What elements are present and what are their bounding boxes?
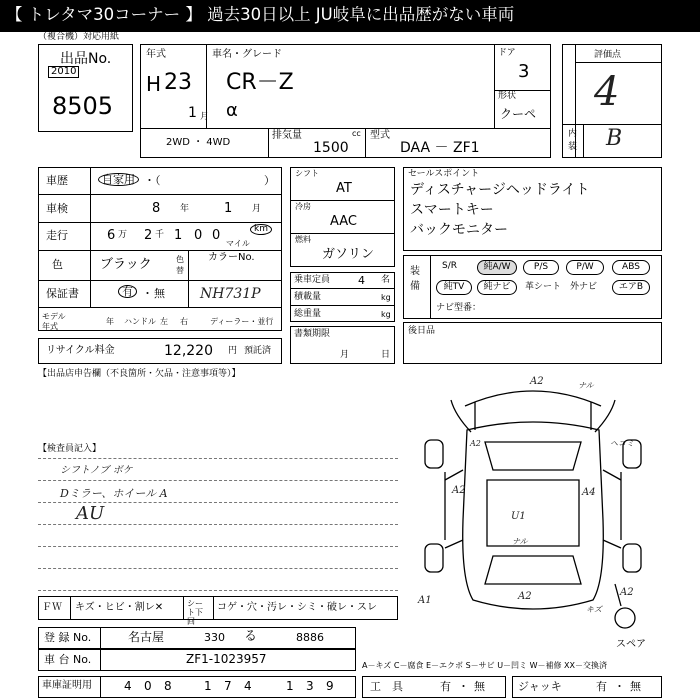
inspector-label: 【検査員記入】 <box>38 444 102 454</box>
top-note: （複合機）対応用紙 <box>38 32 120 42</box>
month-value: 1 <box>188 105 197 121</box>
mileage-u2: 千 <box>155 230 165 240</box>
chassis-label: 車 台 No. <box>44 653 92 666</box>
weight-unit: kg <box>381 310 391 319</box>
door-value: 3 <box>518 61 530 82</box>
navi-model-label: ナビ型番： <box>436 303 482 313</box>
recycle-note: 預託済 <box>244 346 272 356</box>
shift-label: シフト <box>295 169 319 178</box>
certificate-digit-4: 1 <box>204 679 212 693</box>
equip-abs: ABS <box>612 260 650 275</box>
jack-yes: 有 <box>596 680 607 693</box>
equip-leather-seat: 革シート <box>525 282 562 292</box>
model-value: DAA － ZF1 <box>400 140 480 156</box>
diagram-mark-scratch: キズ <box>586 605 602 614</box>
warranty-yes: 有 <box>118 285 137 298</box>
fw-items: キズ・ヒビ・割レ✕ <box>75 602 164 613</box>
equip-airbag: エアB <box>612 280 650 295</box>
inspection-label: 車検 <box>46 202 68 215</box>
mileage-label: 走行 <box>46 229 68 242</box>
mileage-u1: 万 <box>118 230 128 240</box>
color-no-value: NH731P <box>200 286 261 302</box>
inspection-year-unit: 年 <box>180 204 190 214</box>
mileage-unit-km: km <box>250 224 272 235</box>
inspection-month-unit: 月 <box>252 204 262 214</box>
declaration-label: 【出品店申告欄（不良箇所・欠品・注意事項等）】 <box>38 369 241 379</box>
certificate-digit-2: 0 <box>144 679 152 693</box>
cc-unit: cc <box>352 129 361 138</box>
mileage-d5: 0 <box>212 228 221 243</box>
jack-sep: ・ <box>614 680 625 693</box>
recycle-unit: 円 <box>228 346 238 356</box>
damage-legend: A－キズ C－腐食 E－エクボ S－サビ U－凹ミ W－補修 XX－交換済 <box>362 661 608 670</box>
tools-no: 無 <box>474 680 485 693</box>
equip-power-steering: P/S <box>523 260 559 275</box>
registration-class: 330 <box>204 631 225 644</box>
diagram-mark-rear-note: ナル <box>512 537 528 546</box>
certificate-digit-6: 4 <box>244 679 252 693</box>
mileage-unit-mile: マイル <box>226 239 250 248</box>
model-year-label: モデル年式 <box>42 312 66 331</box>
history-label: 車歴 <box>46 174 68 187</box>
capacity-value: 4 <box>358 274 365 287</box>
sales-point-2: スマートキー <box>410 202 494 218</box>
diagram-mark-top-note: ナル <box>578 381 594 390</box>
certificate-digit-5: 7 <box>224 679 232 693</box>
mileage-d4: 0 <box>194 228 203 243</box>
month-unit: 月 <box>200 112 210 122</box>
rating-label: 評価点 <box>594 50 622 60</box>
diagram-mark-u1-roof: U1 <box>511 511 526 522</box>
tools-label: 工 具 <box>370 680 403 693</box>
deadline-month-unit: 月 <box>340 350 350 360</box>
recycle-amount: 12,220 <box>164 343 213 359</box>
handle-left: 左 <box>160 317 168 326</box>
diagram-mark-a1-left: A1 <box>418 595 432 606</box>
certificate-digit-3: 8 <box>164 679 172 693</box>
fw-seat-label: シート下回 <box>187 599 203 626</box>
banner-text: 【 トレタマ30コーナー 】 過去30日以上 JU岐阜に出品歴がない車両 <box>6 5 515 24</box>
diagram-mark-dent: ヘコミ <box>610 439 634 448</box>
door-label: ドア <box>498 48 516 58</box>
equip-ext-navi: 外ナビ <box>570 282 598 292</box>
mileage-d2: 2 <box>144 228 153 243</box>
fuel-label: 燃料 <box>295 235 311 244</box>
name-label: 車名・グレード <box>212 49 282 60</box>
equip-tv: 純TV <box>436 280 472 295</box>
drive-type: 2WD ・ 4WD <box>166 137 231 148</box>
deadline-label: 書類期限 <box>294 329 331 339</box>
ac-value: AAC <box>330 214 357 229</box>
sales-point-3: バックモニター <box>410 222 508 238</box>
chassis-value: ZF1-1023957 <box>186 652 267 666</box>
warranty-sep: ・ <box>142 287 153 300</box>
diagram-mark-a2-extra: A2 <box>470 439 481 448</box>
tools-sep: ・ <box>458 680 469 693</box>
history-value: 自家用 <box>98 173 139 186</box>
sales-point-1: ディスチャージヘッドライト <box>410 182 590 198</box>
certificate-digit-1: 4 <box>124 679 132 693</box>
year-value: 23 <box>164 70 192 95</box>
diagram-mark-a2-rear: A2 <box>518 591 532 602</box>
lot-number: 8505 <box>52 92 114 120</box>
after-sale-box <box>403 322 662 364</box>
registration-city: 名古屋 <box>128 630 165 644</box>
model-year-unit: 年 <box>106 317 114 326</box>
warranty-label: 保証書 <box>46 287 79 300</box>
inspector-note-2: Dミラー、ホイール A <box>60 487 168 500</box>
history-close: ） <box>264 174 275 187</box>
equipment-label: 装備 <box>410 266 420 292</box>
shift-value: AT <box>336 181 352 196</box>
inspection-month: 1 <box>224 201 233 216</box>
fw-seat-items: コゲ・穴・汚レ・シミ・破レ・スレ <box>217 602 377 613</box>
color-change-label: 色替 <box>176 255 184 275</box>
diagram-mark-a2-left: A2 <box>452 485 466 496</box>
mileage-d3: 1 <box>174 228 183 243</box>
ac-label: 冷房 <box>295 202 311 211</box>
equip-sr: S/R <box>442 261 457 271</box>
shape-label: 形状 <box>498 91 517 101</box>
displacement-label: 排気量 <box>272 130 302 141</box>
model-label: 型式 <box>370 130 390 141</box>
handle-right: 右 <box>180 317 188 326</box>
inspector-note-1: シフトノブ ボケ <box>60 465 133 476</box>
car-grade: α <box>226 100 238 121</box>
diagram-mark-a4-right: A4 <box>582 487 596 498</box>
diagram-mark-a2-rear-right: A2 <box>620 587 634 598</box>
lot-year-mark: 2010 <box>48 66 79 78</box>
handle-label: ハンドル <box>124 317 156 326</box>
capacity-unit: 名 <box>381 275 391 285</box>
after-sale-label: 後日品 <box>408 326 436 336</box>
mileage-d1: 6 <box>107 228 116 243</box>
history-dot: ・（ <box>144 174 161 187</box>
load-unit: kg <box>381 293 391 302</box>
certificate-digit-7: 1 <box>286 679 294 693</box>
shape-value: クーペ <box>500 107 537 121</box>
recycle-label: リサイクル料金 <box>46 345 115 356</box>
fuel-value: ガソリン <box>322 247 375 262</box>
registration-kana: る <box>244 629 258 644</box>
equip-navi: 純ナビ <box>477 280 517 295</box>
certificate-digit-9: 9 <box>326 679 334 693</box>
displacement-value: 1500 <box>313 140 349 156</box>
interior-score: B <box>606 126 623 151</box>
inspector-note-3: AU <box>76 503 105 524</box>
warranty-no: 無 <box>154 287 165 300</box>
lot-label: 出品No. <box>60 51 112 67</box>
color-label: 色 <box>52 258 63 271</box>
certificate-label: 車庫証明用 <box>42 680 92 691</box>
equip-alloy-wheel: 純A/W <box>477 260 517 275</box>
registration-number: 8886 <box>296 631 324 644</box>
diagram-mark-a2-top: A2 <box>530 376 544 387</box>
registration-label: 登 録 No. <box>44 631 92 644</box>
deadline-day-unit: 日 <box>381 350 391 360</box>
year-label: 年式 <box>146 49 166 60</box>
certificate-digit-8: 3 <box>306 679 314 693</box>
inspection-year: 8 <box>152 201 161 216</box>
spare-label: スペア <box>616 639 646 650</box>
rating-score: 4 <box>594 69 620 115</box>
tools-yes: 有 <box>440 680 451 693</box>
year-era: H <box>146 72 162 96</box>
weight-label: 総重量 <box>294 309 322 319</box>
jack-no: 無 <box>630 680 641 693</box>
equip-power-window: P/W <box>566 260 604 275</box>
load-label: 積載量 <box>294 292 322 302</box>
jack-label: ジャッキ <box>518 680 562 693</box>
capacity-label: 乗車定員 <box>294 275 331 285</box>
car-name: CR－Z <box>226 70 294 95</box>
color-no-label: カラーNo. <box>208 252 255 263</box>
dealer-label: ディーラー・並行 <box>210 317 274 326</box>
color-value: ブラック <box>100 257 152 272</box>
interior-label: 内装 <box>568 129 578 152</box>
fw-label: ＦＷ <box>42 602 62 613</box>
sales-points-label: セールスポイント <box>408 169 480 179</box>
